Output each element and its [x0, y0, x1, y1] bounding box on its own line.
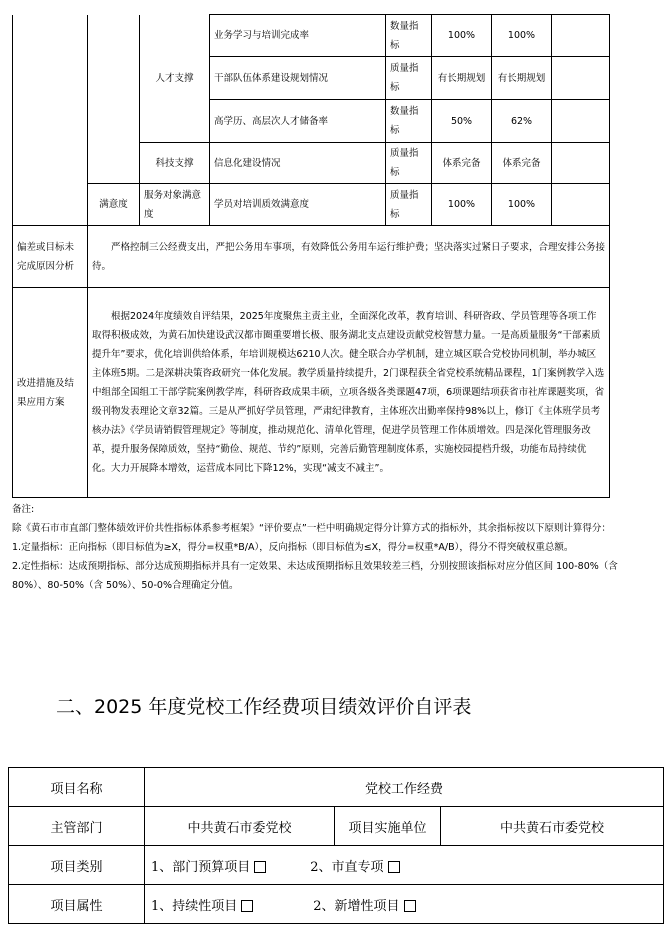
level1-indicator-cell: 满意度 [88, 184, 140, 226]
indicator-name-cell: 高学历、高层次人才储备率 [210, 100, 386, 143]
blank-cell [88, 15, 140, 57]
blank-cell [13, 15, 88, 57]
actual-value-cell: 体系完备 [492, 143, 552, 184]
dept-value: 中共黄石市委党校 [145, 807, 335, 846]
indicator-name-cell: 信息化建设情况 [210, 143, 386, 184]
blank-cell [552, 57, 610, 100]
unit-value: 中共黄石市委党校 [441, 807, 664, 846]
project-name-label: 项目名称 [9, 768, 145, 807]
indicator-name-cell: 业务学习与培训完成率 [210, 15, 386, 57]
indicator-type-cell: 质量指标 [386, 57, 432, 100]
target-value-cell: 100% [432, 15, 492, 57]
blank-cell [552, 184, 610, 226]
measures-label: 改进措施及结果应用方案 [13, 288, 88, 498]
indicator-group-cell: 人才支撑 [140, 15, 210, 143]
unit-label: 项目实施单位 [335, 807, 441, 846]
dept-label: 主管部门 [9, 807, 145, 846]
indicator-type-cell: 数量指标 [386, 100, 432, 143]
project-info-table [8, 767, 664, 924]
notes-line: 2.定性指标：达成预期指标、部分达成预期指标并具有一定效果、未达成预期指标且效果较差三档，分别按照该指标对应分值区间 100-80%（含 80%）、80-50%（含 50%）、50-0%合理确定分值。 [12, 561, 618, 591]
indicator-type-cell: 数量指标 [386, 15, 432, 57]
measures-text: 根据2024年度绩效自评结果，2025年度聚焦主责主业，全面深化改革，教育培训、科研咨政、学员管理等各项工作取得积极成效，为黄石加快建设武汉都市圈重要增长极、服务湖北支点建设贡献党校智慧力量。一是高质量服务“干部素质提升年”要求，优化培训供给体系，年培训规模达6210人次。健全联合办学机制，建立城区联合党校协同机制，举办城区主体班5期。二是深耕决策咨政研究一体化发展。教学质量持续提升，2门课程获全省党校系统精品课程，1门案例教学入选中组部全国组工干部学院案例教学库，科研咨政成果丰硕，立项各级各类课题47项，6项课题结项获省市社库课题奖项，省级刊物发表理论文章32篇。三是从严抓好学员管理，严肃纪律教育，主体班次出勤率保持98%以上，修订《主体班学员考核办法》《学员请销假管理规定》等制度，推动规范化、清单化管理，促进学员管理工作体质增效。四是深化管理服务改革，提升服务保障质效，坚持“勤俭、规范、节约”原则，完善后勤管理制度体系，实施校园提档升级，功能布局持续优化。大力开展降本增效，运营成本同比下降12%，实现“减支不减主”。 [88, 288, 610, 498]
indicator-group-cell: 科技支撑 [140, 143, 210, 184]
attr-option-label: 1、持续性项目 [151, 898, 238, 914]
category-options [145, 846, 664, 885]
blank-cell [552, 100, 610, 143]
actual-value-cell: 有长期规划 [492, 57, 552, 100]
notes-title: 备注: [12, 504, 35, 515]
checkbox[interactable] [241, 900, 253, 912]
blank-cell [13, 57, 88, 100]
target-value-cell: 有长期规划 [432, 57, 492, 100]
checkbox[interactable] [254, 861, 266, 873]
actual-value-cell: 100% [492, 184, 552, 226]
target-value-cell: 体系完备 [432, 143, 492, 184]
project-name-value: 党校工作经费 [145, 768, 664, 807]
attr-label: 项目属性 [9, 885, 145, 924]
performance-indicator-table [12, 14, 610, 498]
blank-cell [13, 184, 88, 226]
indicator-group-cell: 服务对象满意度 [140, 184, 210, 226]
section-heading: 二、2025 年度党校工作经费项目绩效评价自评表 [56, 696, 472, 718]
actual-value-cell: 62% [492, 100, 552, 143]
blank-cell [88, 143, 140, 184]
deviation-text: 严格控制三公经费支出，严把公务用车事项，有效降低公务用车运行维护费；坚决落实过紧日子要求，合理安排公务接待。 [88, 226, 610, 288]
checkbox[interactable] [388, 861, 400, 873]
indicator-type-cell: 质量指标 [386, 184, 432, 226]
deviation-label: 偏差或目标未完成原因分析 [13, 226, 88, 288]
blank-cell [88, 57, 140, 100]
actual-value-cell: 100% [492, 15, 552, 57]
notes-section [12, 500, 642, 595]
attr-option-label: 2、新增性项目 [313, 898, 400, 914]
checkbox[interactable] [404, 900, 416, 912]
indicator-name-cell: 学员对培训质效满意度 [210, 184, 386, 226]
blank-cell [88, 100, 140, 143]
category-option-label: 2、市直专项 [310, 859, 384, 875]
target-value-cell: 100% [432, 184, 492, 226]
notes-line: 除《黄石市市直部门整体绩效评价共性指标体系参考框架》“评价要点”一栏中明确规定得分计算方式的指标外，其余指标按以下原则计算得分： [12, 523, 611, 534]
indicator-type-cell: 质量指标 [386, 143, 432, 184]
target-value-cell: 50% [432, 100, 492, 143]
category-option-label: 1、部门预算项目 [151, 859, 251, 875]
indicator-name-cell: 干部队伍体系建设规划情况 [210, 57, 386, 100]
blank-cell [13, 143, 88, 184]
blank-cell [552, 143, 610, 184]
notes-line: 1.定量指标：正向指标（即目标值为≥X，得分=权重*B/A），反向指标（即目标值为≤X，得分=权重*A/B），得分不得突破权重总额。 [12, 542, 574, 553]
blank-cell [13, 100, 88, 143]
category-label: 项目类别 [9, 846, 145, 885]
blank-cell [552, 15, 610, 57]
attr-options [145, 885, 664, 924]
